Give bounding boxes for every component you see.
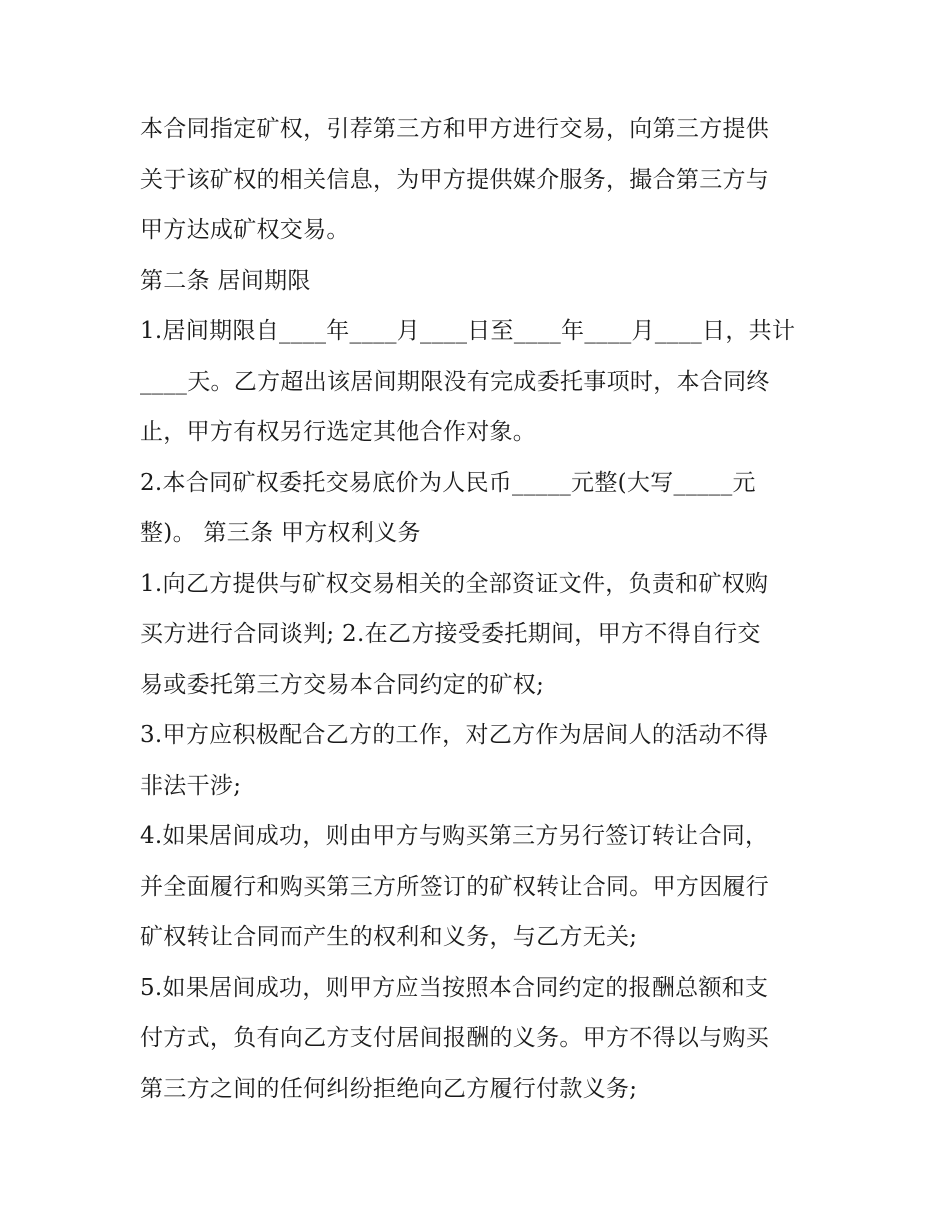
- text-line: 并全面履行和购买第三方所签订的矿权转让合同。甲方因履行: [140, 873, 770, 900]
- text-line: 易或委托第三方交易本合同约定的矿权;: [140, 671, 545, 698]
- text-line: 整)。 第三条 甲方权利义务: [140, 520, 421, 546]
- document-body: [140, 104, 820, 1114]
- text-line: 非法干涉;: [140, 772, 242, 799]
- text-line: 第三方之间的任何纠纷拒绝向乙方履行付款义务;: [140, 1075, 638, 1102]
- text-line: 付方式，负有向乙方支付居间报酬的义务。甲方不得以与购买: [140, 1025, 770, 1051]
- text-line: 本合同指定矿权，引荐第三方和甲方进行交易，向第三方提供: [140, 116, 770, 142]
- text-line: 甲方达成矿权交易。: [140, 217, 350, 243]
- text-line: 矿权转让合同而产生的权利和义务，与乙方无关;: [140, 924, 638, 950]
- text-line: 止，甲方有权另行选定其他合作对象。: [140, 419, 537, 445]
- text-line: 3.甲方应积极配合乙方的工作，对乙方作为居间人的活动不得: [140, 722, 769, 748]
- text-line: 5.如果居间成功，则甲方应当按照本合同约定的报酬总额和支: [140, 974, 769, 1001]
- text-line: 1.向乙方提供与矿权交易相关的全部资证文件，负责和矿权购: [140, 570, 769, 597]
- section-heading: 第二条 居间期限: [140, 267, 311, 294]
- text-line: 关于该矿权的相关信息，为甲方提供媒介服务，撮合第三方与: [140, 166, 770, 193]
- text-line: 买方进行合同谈判; 2.在乙方接受委托期间，甲方不得自行交: [140, 621, 761, 647]
- text-line: 1.居间期限自____年____月____日至____年____月____日，共计: [140, 318, 796, 344]
- text-line: ____天。乙方超出该居间期限没有完成委托事项时，本合同终: [140, 368, 770, 395]
- text-line: 2.本合同矿权委托交易底价为人民币_____元整(大写_____元: [140, 469, 756, 496]
- text-line: 4.如果居间成功，则由甲方与购买第三方另行签订转让合同，: [140, 823, 769, 849]
